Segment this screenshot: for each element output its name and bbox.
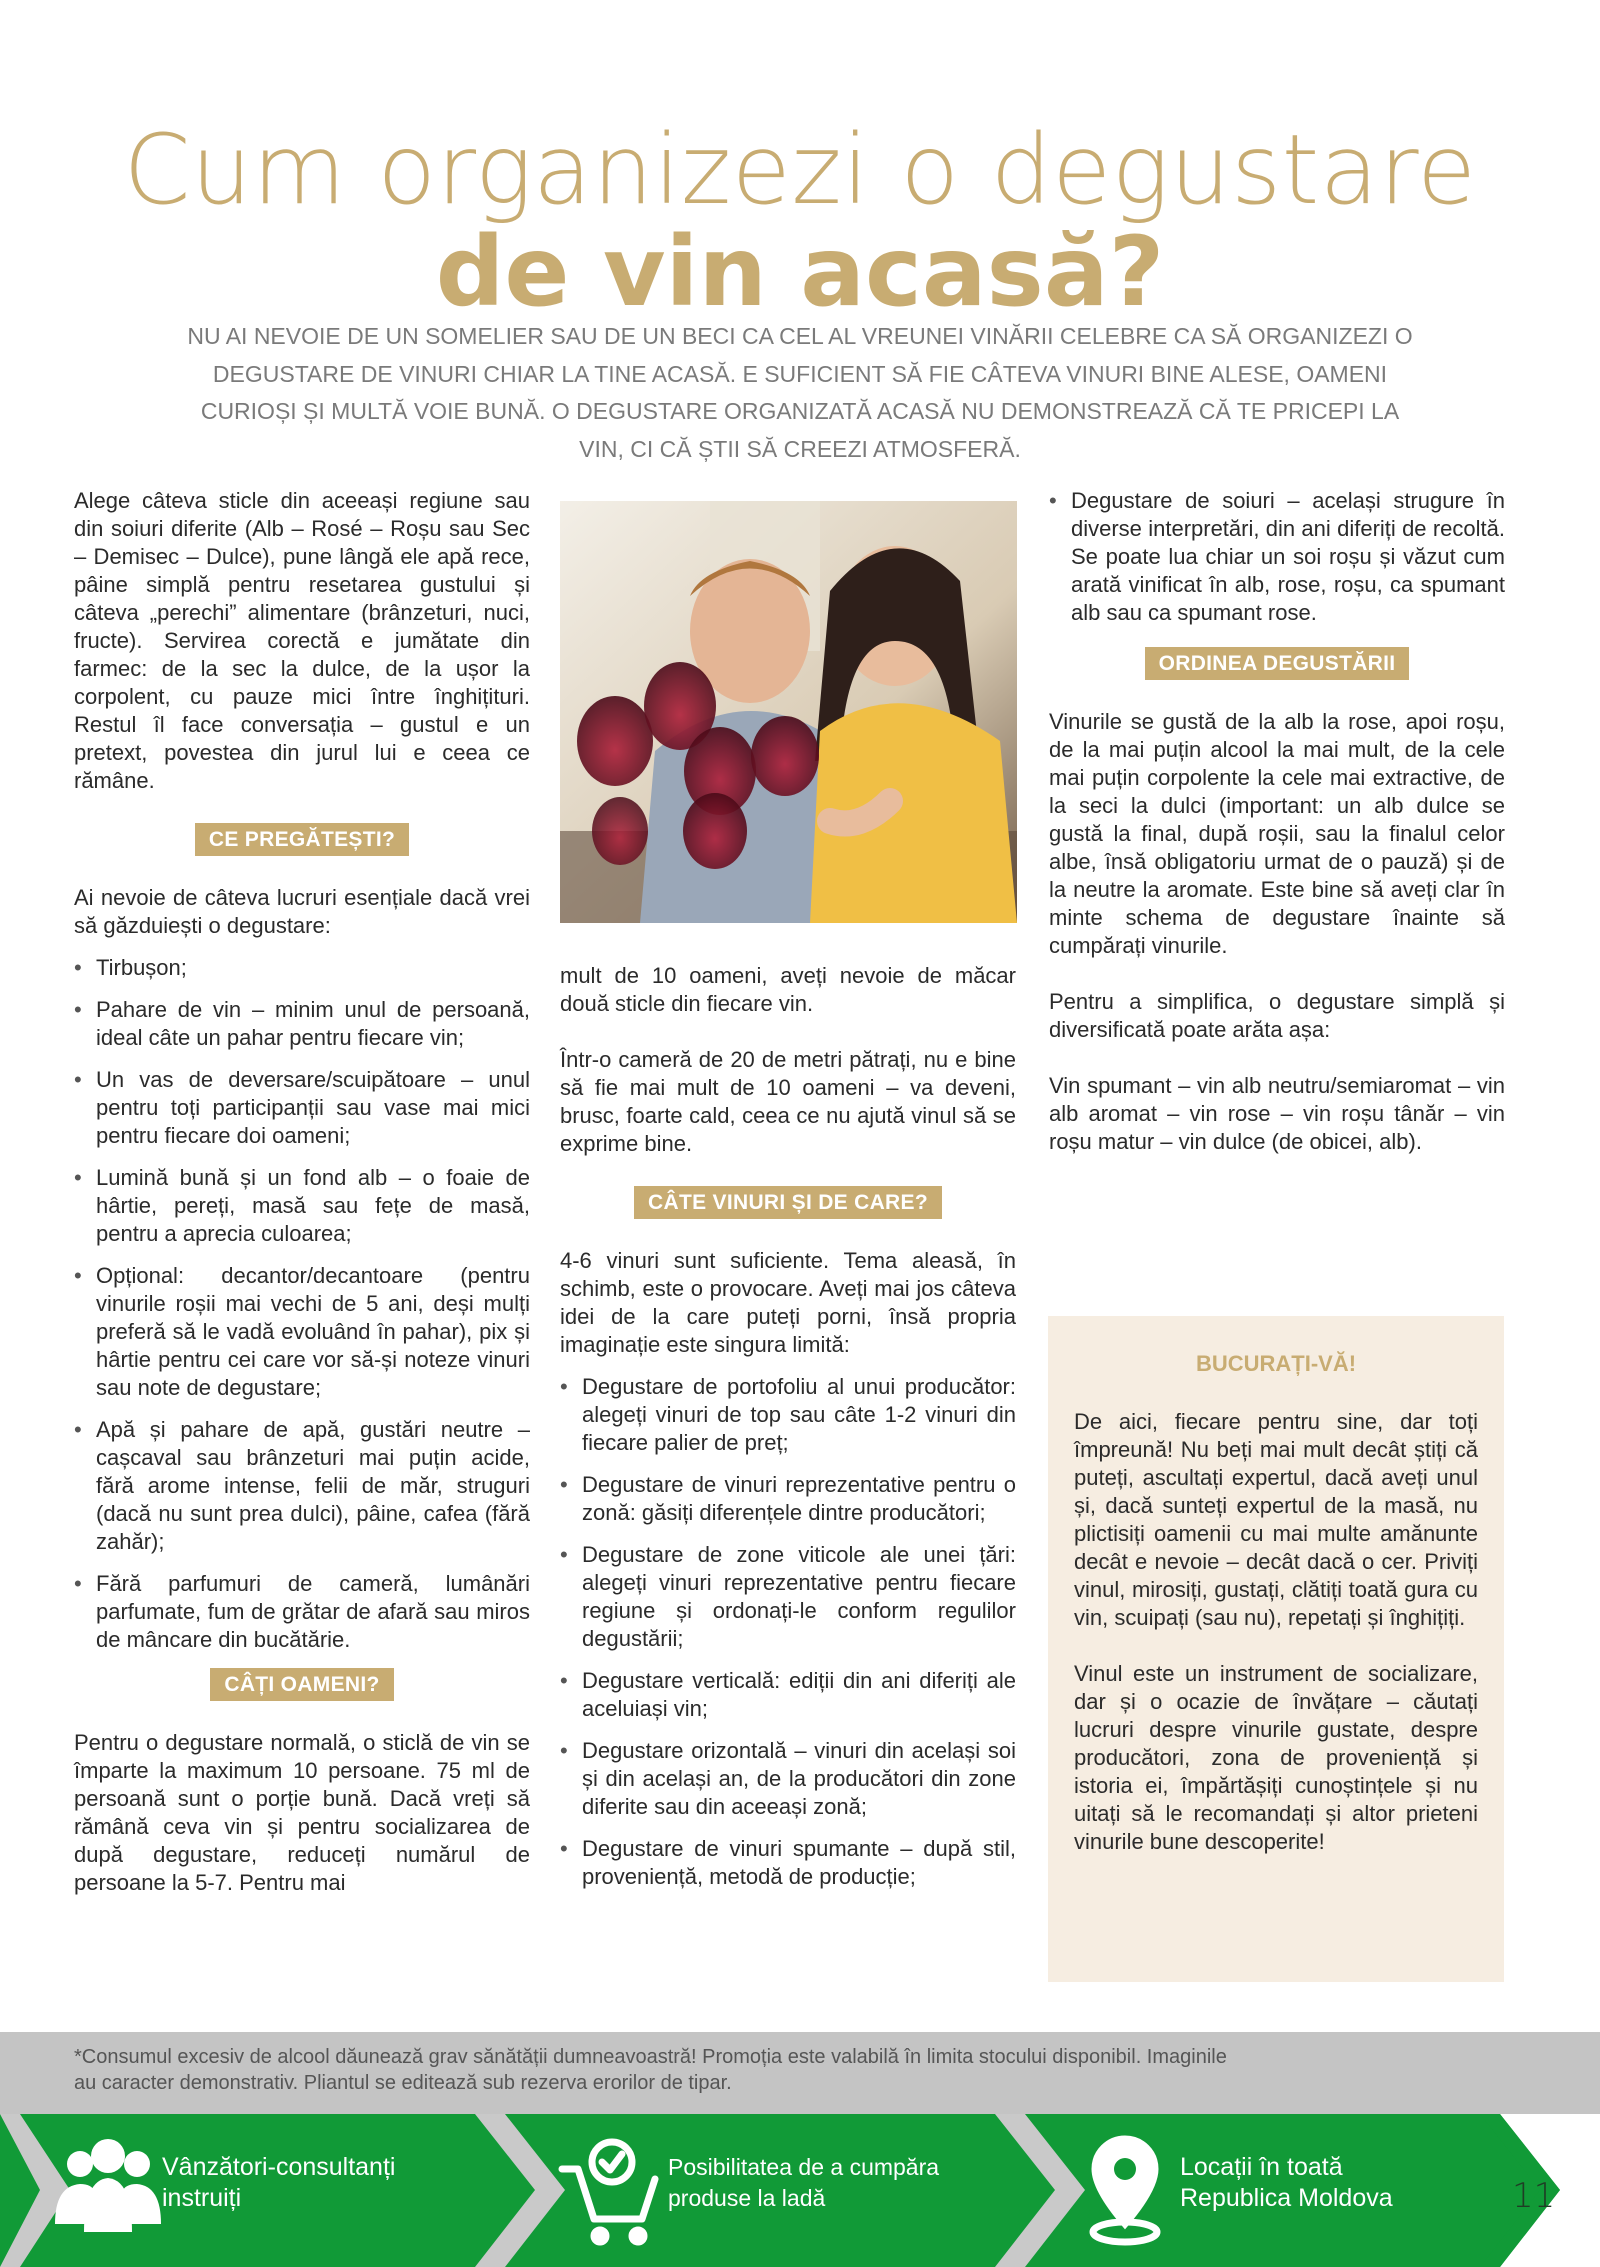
page-number: 11 [1512, 2176, 1556, 2216]
paragraph: mult de 10 oameni, aveți nevoie de măcar două sticle din fiecare vin. [560, 963, 1016, 1016]
list-item: • Degustare orizontală – vinuri din același soi și din același an, de la producători din zone diferite sau din aceeași zonă; [560, 1737, 1016, 1821]
disclaimer-text: *Consumul excesiv de alcool dăunează grav sănătății dumneavoastră! Promoția este valabilă în limita stocului disponibil. Imaginile au caracter demonstrativ. Pliantul se editează sub rezerva erorilor de tipar. [74, 2046, 1227, 2094]
column-3 [1049, 487, 1505, 1184]
section-heading: ORDINEA DEGUSTĂRII [1145, 647, 1410, 680]
list-item: • Degustare de portofoliu al unui producător: alegeți vinuri de top sau câte 1-2 vinuri din fiecare palier de preț; [560, 1373, 1016, 1457]
paragraph: Ai nevoie de câteva lucruri esențiale dacă vrei să găzduiești o degustare: [74, 885, 530, 938]
list-item: • Tirbușon; [74, 954, 530, 982]
chevron-divider [995, 2114, 1085, 2267]
location-pin-icon [1093, 2139, 1157, 2242]
list-item: • Apă și pahare de apă, gustări neutre – cașcaval sau brânzeturi mai puțin acide, fără arome intense, felii de măr, struguri (dacă nu sunt prea dulci), pâine, cafea (fără zahăr); [74, 1416, 530, 1556]
list-item: • Degustare de vinuri spumante – după stil, proveniență, metodă de producție; [560, 1835, 1016, 1891]
tip-title: BUCURAȚI-VĂ! [1195, 1351, 1357, 1376]
section-heading: CÂȚI OAMENI? [210, 1668, 393, 1701]
paragraph: Vin spumant – vin alb neutru/semiaromat – vin alb aromat – vin rose – vin roșu tânăr – vin roșu matur – vin dulce (de obicei, alb). [1049, 1073, 1505, 1154]
list-item: • Fără parfumuri de cameră, lumânări parfumate, fum de grătar de afară sau miros de mâncare din bucătărie. [74, 1570, 530, 1654]
section-heading: CÂTE VINURI ȘI DE CARE? [634, 1186, 942, 1219]
page-title [0, 114, 1600, 328]
footer-bar [0, 2114, 1600, 2267]
list-item: • Lumină bună și un fond alb – o foaie de hârtie, pereți, masă sau fețe de masă, pentru a aprecia culoarea; [74, 1164, 530, 1248]
list-item: • Degustare de zone viticole ale unei țări: alegeți vinuri reprezentative pentru fiecare regiune și ordonați-le conform regulilor degustării; [560, 1541, 1016, 1653]
paragraph: Vinurile se gustă de la alb la rose, apoi roșu, de la mai puțin alcool la mai mult, de la cele mai puțin corpolente la cele mai extractive, de la seci la dulci (important: un alb dulce se gustă la final, după roșii, sau la finalul celor albe, însă obligatoriu urmat de o pauză) și de la neutre la aromate. Este bine să aveți clar în minte schema de degustare înainte să cumpărați vinurile. [1049, 709, 1505, 958]
column-1 [74, 487, 530, 1925]
paragraph: Vinul este un instrument de socializare, dar și o ocazie de învățare – căutați lucruri despre vinurile gustate, despre producători, zona de proveniență și istoria ei, împărtășiți cunoștințele și nu uitați să le recomandați și altor prieteni vinurile bune descoperite! [1074, 1661, 1478, 1854]
paragraph: De aici, fiecare pentru sine, dar toți împreună! Nu beți mai mult decât știți că puteți, ascultați expertul, dacă aveți unul și, dacă sunteți expertul de la masă, nu plictisiți oamenii cu mai multe amănunte decât e nevoie – decât dacă o cer. Priviți vinul, mirosiți, gustați, clătiți toată gura cu vin, scuipați (sau nu), repetați și înghițiți. [1074, 1409, 1478, 1630]
list-item: • Degustare de vinuri reprezentative pentru o zonă: găsiți diferențele dintre producători; [560, 1471, 1016, 1527]
wine-toast-photo [560, 501, 1017, 923]
chevron-divider [475, 2114, 565, 2267]
column-2 [560, 962, 1016, 1905]
checklist [74, 954, 530, 1654]
people-icon [55, 2139, 161, 2232]
paragraph: Pentru a simplifica, o degustare simplă și diversificată poate arăta așa: [1049, 989, 1505, 1042]
disclaimer-bar [0, 2032, 1600, 2116]
list-item: • Pahare de vin – minim unul de persoană, ideal câte un pahar pentru fiecare vin; [74, 996, 530, 1052]
list-item: • Un vas de deversare/scuipătoare – unul pentru toți participanții sau vase mai mici pentru fiecare doi oameni; [74, 1066, 530, 1150]
footer-item-consultants: Vânzători-consultanți instruiți [162, 2153, 396, 2212]
intro-text: NU AI NEVOIE DE UN SOMELIER SAU DE UN BECI CA CEL AL VREUNEI VINĂRII CELEBRE CA SĂ ORGANIZEZI O DEGUSTARE DE VINURI CHIAR LA TINE ACASĂ. E SUFICIENT SĂ FIE CÂTEVA VINURI BINE ALESE, OAMENI CURIOȘI ȘI MULTĂ VOIE BUNĂ. O DEGUSTARE ORGANIZATĂ ACASĂ NU DEMONSTREAZĂ CĂ TE PRICEPI LA VIN, CI CĂ ȘTII SĂ CREEZI ATMOSFERĂ. [187, 323, 1413, 462]
list-item: • Degustare de soiuri – același strugure în diverse interpretări, din ani diferiți de recoltă. Se poate lua chiar un soi roșu și văzut cum arată vinificat în alb, rose, roșu, ca spumant alb sau ca spumant rose. [1049, 487, 1505, 627]
title-line-2: de vin acasă? [435, 216, 1165, 328]
paragraph: Într-o cameră de 20 de metri pătrați, nu e bine să fie mai mult de 10 oameni – va deveni, brusc, foarte cald, ceea ce nu ajută vinul să se exprime bine. [560, 1047, 1016, 1156]
footer-item-case-purchase: Posibilitatea de a cumpăra produse la ladă [668, 2154, 940, 2211]
chevron-divider [0, 2114, 70, 2267]
theme-list-continued [1049, 487, 1505, 627]
theme-list [560, 1373, 1016, 1891]
paragraph: Alege câteva sticle din aceeași regiune sau din soiuri diferite (Alb – Rosé – Roșu sau Sec – Demisec – Dulce), pune lângă ele apă rece, pâine simplă pentru resetarea gustului și câteva „perechi” alimentare (brânzeturi, nuci, fructe). Servirea corectă e jumătate din farmec: de la sec la dulce, de la ușor la corpolent, cu pauze mici între înghițituri. Restul îl face conversația – gustul e un pretext, povestea din jurul lui e ceea ce rămâne. [74, 488, 530, 793]
section-heading: CE PREGĂTEȘTI? [195, 823, 409, 856]
paragraph: 4-6 vinuri sunt suficiente. Tema aleasă, în schimb, este o provocare. Aveți mai jos câteva idei de la care puteți porni, însă propria imaginație este singura limită: [560, 1248, 1016, 1357]
title-line-1: Cum organizezi o degustare [123, 114, 1477, 226]
list-item: • Degustare verticală: ediții din ani diferiți ale aceluiași vin; [560, 1667, 1016, 1723]
shopping-cart-icon [562, 2142, 655, 2242]
tip-box [1048, 1316, 1504, 1982]
paragraph: Pentru o degustare normală, o sticlă de vin se împarte la maximum 10 persoane. 75 ml de persoană sunt o porție bună. Dacă vreți să rămână ceva vin și pentru socializarea de după degustare, reduceți numărul de persoane la 5-7. Pentru mai [74, 1730, 530, 1895]
footer-item-locations: Locații în toată Republica Moldova [1180, 2153, 1393, 2212]
list-item: • Opțional: decantor/decantoare (pentru vinurile roșii mai vechi de 5 ani, deși mulți preferă să le vadă evoluând în pahar), pix și hârtie pentru cei care vor să-și noteze vinuri sau note de degustare; [74, 1262, 530, 1402]
